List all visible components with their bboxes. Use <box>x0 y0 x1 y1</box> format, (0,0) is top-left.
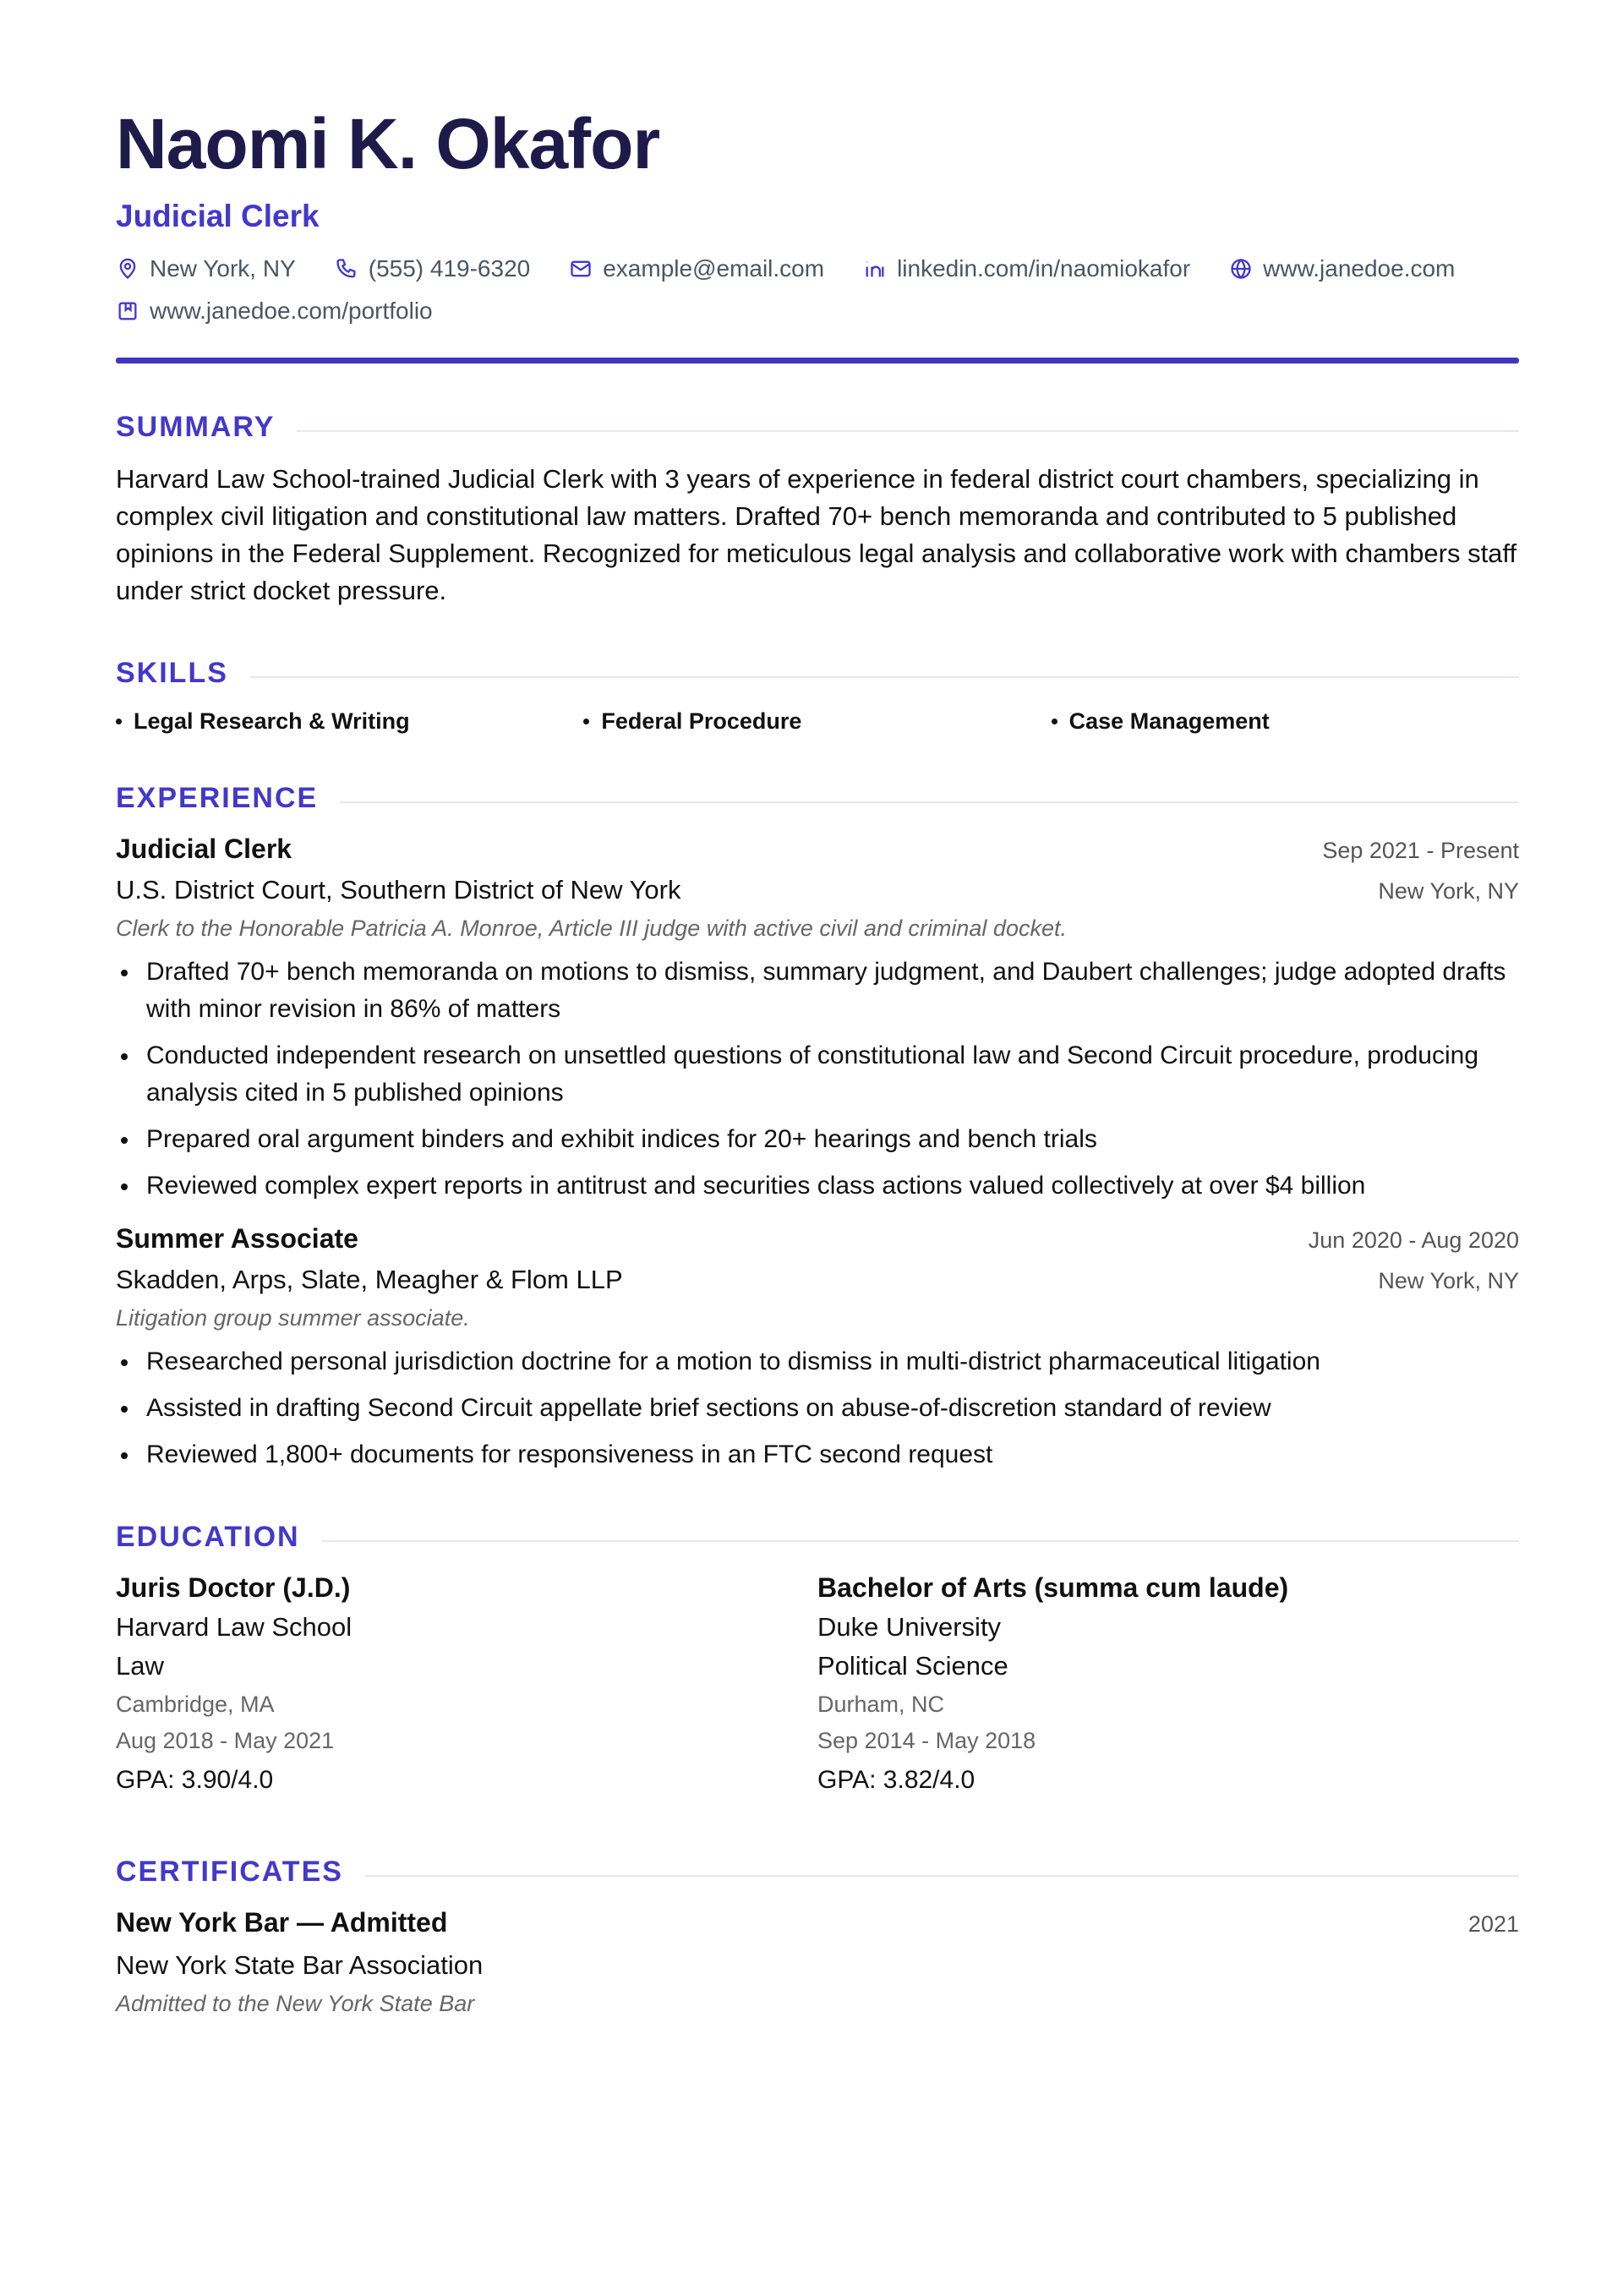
website-text: www.janedoe.com <box>1263 254 1456 282</box>
job-header-row <box>116 1223 1519 1255</box>
experience-section <box>116 782 1519 1473</box>
job-role: Judicial Clerk <box>116 833 292 864</box>
contact-email[interactable] <box>569 253 824 285</box>
linkedin-icon <box>863 257 887 281</box>
job-header-row <box>116 834 1519 865</box>
map-pin-icon <box>116 257 139 281</box>
job-entry <box>116 1223 1519 1473</box>
contact-location <box>116 253 296 285</box>
phone-text: (555) 419-6320 <box>368 254 531 282</box>
education-header <box>116 1521 1519 1554</box>
globe-icon <box>1229 257 1253 281</box>
job-description: Clerk to the Honorable Patricia A. Monroe, Article III judge with active civil and criminal docket. <box>116 915 1067 941</box>
job-location: New York, NY <box>1378 1267 1519 1293</box>
edu-field: Political Science <box>817 1650 1008 1681</box>
contact-portfolio[interactable] <box>116 295 433 327</box>
job-entry <box>116 834 1519 1205</box>
edu-gpa: GPA: 3.82/4.0 <box>817 1765 975 1794</box>
job-description: Litigation group summer associate. <box>116 1304 470 1331</box>
contact-phone[interactable] <box>335 253 530 285</box>
skill-label: Case Management <box>1068 708 1270 734</box>
edu-school: Duke University <box>817 1611 1002 1642</box>
certificate-description: Admitted to the New York State Bar <box>116 1990 475 2016</box>
job-company-row <box>116 1255 1519 1295</box>
section-divider <box>250 676 1519 678</box>
linkedin-text: linkedin.com/in/naomiokafor <box>897 254 1191 282</box>
skill-item <box>1052 708 1519 735</box>
bullet-dot <box>1052 719 1057 724</box>
education-entry <box>116 1572 817 1795</box>
job-bullet: Prepared oral argument binders and exhibit indices for 20+ hearings and bench trials <box>116 1121 1519 1158</box>
edu-dates: Aug 2018 - May 2021 <box>116 1727 335 1753</box>
job-dates: Sep 2021 - Present <box>1322 837 1519 863</box>
edu-school: Harvard Law School <box>116 1611 352 1642</box>
job-company-row <box>116 865 1519 905</box>
skill-item <box>116 708 583 735</box>
job-role: Summer Associate <box>116 1222 358 1254</box>
bullet-dot <box>583 719 589 724</box>
section-title-experience: EXPERIENCE <box>116 781 319 814</box>
edu-location: Cambridge, MA <box>116 1691 275 1717</box>
certificate-header-row <box>116 1907 1519 1938</box>
job-bullets <box>116 1343 1519 1473</box>
certificates-header <box>116 1856 1519 1889</box>
section-divider <box>365 1875 1519 1877</box>
job-dates: Jun 2020 - Aug 2020 <box>1308 1227 1519 1253</box>
job-bullet: Researched personal jurisdiction doctrine for a motion to dismiss in multi-district pharmaceutical litigation <box>116 1343 1519 1380</box>
section-divider <box>297 430 1519 432</box>
candidate-title: Judicial Clerk <box>116 199 320 233</box>
skill-item <box>583 708 1051 735</box>
summary-text: Harvard Law School-trained Judicial Clerk with 3 years of experience in federal district court chambers, specializing in complex civil litigation and constitutional law matters. Drafted 70+ bench memoranda and contributed to 5 published opinions in the Federal Supplement. Recognized for meticulous legal analysis and collaborative work with chambers staff under strict docket pressure. <box>116 463 1517 605</box>
contact-linkedin[interactable] <box>863 253 1190 285</box>
education-entry <box>817 1572 1519 1795</box>
section-title-summary: SUMMARY <box>116 410 276 443</box>
skill-label: Federal Procedure <box>601 708 802 734</box>
bullet-dot <box>116 719 122 724</box>
section-title-skills: SKILLS <box>116 656 228 689</box>
experience-header <box>116 782 1519 815</box>
mail-icon <box>569 257 593 281</box>
bookmark-icon <box>116 299 139 323</box>
certificate-entry <box>116 1907 1519 2017</box>
edu-gpa: GPA: 3.90/4.0 <box>116 1765 274 1794</box>
edu-field: Law <box>116 1650 164 1681</box>
job-bullet: Reviewed complex expert reports in antitrust and securities class actions valued collectively at over $4 billion <box>116 1167 1519 1205</box>
edu-dates: Sep 2014 - May 2018 <box>817 1727 1036 1753</box>
section-divider <box>322 1540 1519 1542</box>
job-bullet: Assisted in drafting Second Circuit appellate brief sections on abuse-of-discretion standard of review <box>116 1390 1519 1427</box>
email-text: example@email.com <box>603 254 825 282</box>
skills-list <box>116 708 1519 735</box>
education-grid <box>116 1572 1519 1795</box>
certificates-section <box>116 1856 1519 2017</box>
edu-degree: Juris Doctor (J.D.) <box>116 1572 351 1603</box>
certificate-issuer: New York State Bar Association <box>116 1949 484 1980</box>
header-divider <box>116 358 1519 364</box>
section-divider <box>340 801 1519 803</box>
section-title-education: EDUCATION <box>116 1520 300 1553</box>
skills-section <box>116 657 1519 735</box>
skill-label: Legal Research & Writing <box>134 708 410 734</box>
job-company: Skadden, Arps, Slate, Meagher & Flom LLP <box>116 1264 623 1294</box>
portfolio-text: www.janedoe.com/portfolio <box>150 297 433 324</box>
job-bullet: Reviewed 1,800+ documents for responsiveness in an FTC second request <box>116 1436 1519 1473</box>
candidate-name: Naomi K. Okafor <box>116 104 660 183</box>
job-location: New York, NY <box>1378 877 1519 904</box>
summary-section <box>116 411 1519 610</box>
job-bullet: Drafted 70+ bench memoranda on motions to dismiss, summary judgment, and Daubert challenges; judge adopted drafts with minor revision in 86% of matters <box>116 954 1519 1028</box>
contact-list <box>116 253 1536 327</box>
certificate-year: 2021 <box>1467 1911 1519 1937</box>
location-text: New York, NY <box>150 254 296 282</box>
job-bullet: Conducted independent research on unsettled questions of constitutional law and Second Circuit procedure, producing analysis cited in 5 published opinions <box>116 1037 1519 1112</box>
certificate-title: New York Bar — Admitted <box>116 1906 448 1938</box>
contact-website[interactable] <box>1229 253 1455 285</box>
edu-degree: Bachelor of Arts (summa cum laude) <box>817 1572 1289 1603</box>
job-company: U.S. District Court, Southern District of New York <box>116 874 681 905</box>
skills-header <box>116 657 1519 690</box>
section-title-certificates: CERTIFICATES <box>116 1855 343 1888</box>
job-bullets <box>116 954 1519 1205</box>
education-section <box>116 1521 1519 1795</box>
edu-location: Durham, NC <box>817 1691 945 1717</box>
phone-icon <box>335 257 358 281</box>
summary-header <box>116 411 1519 444</box>
